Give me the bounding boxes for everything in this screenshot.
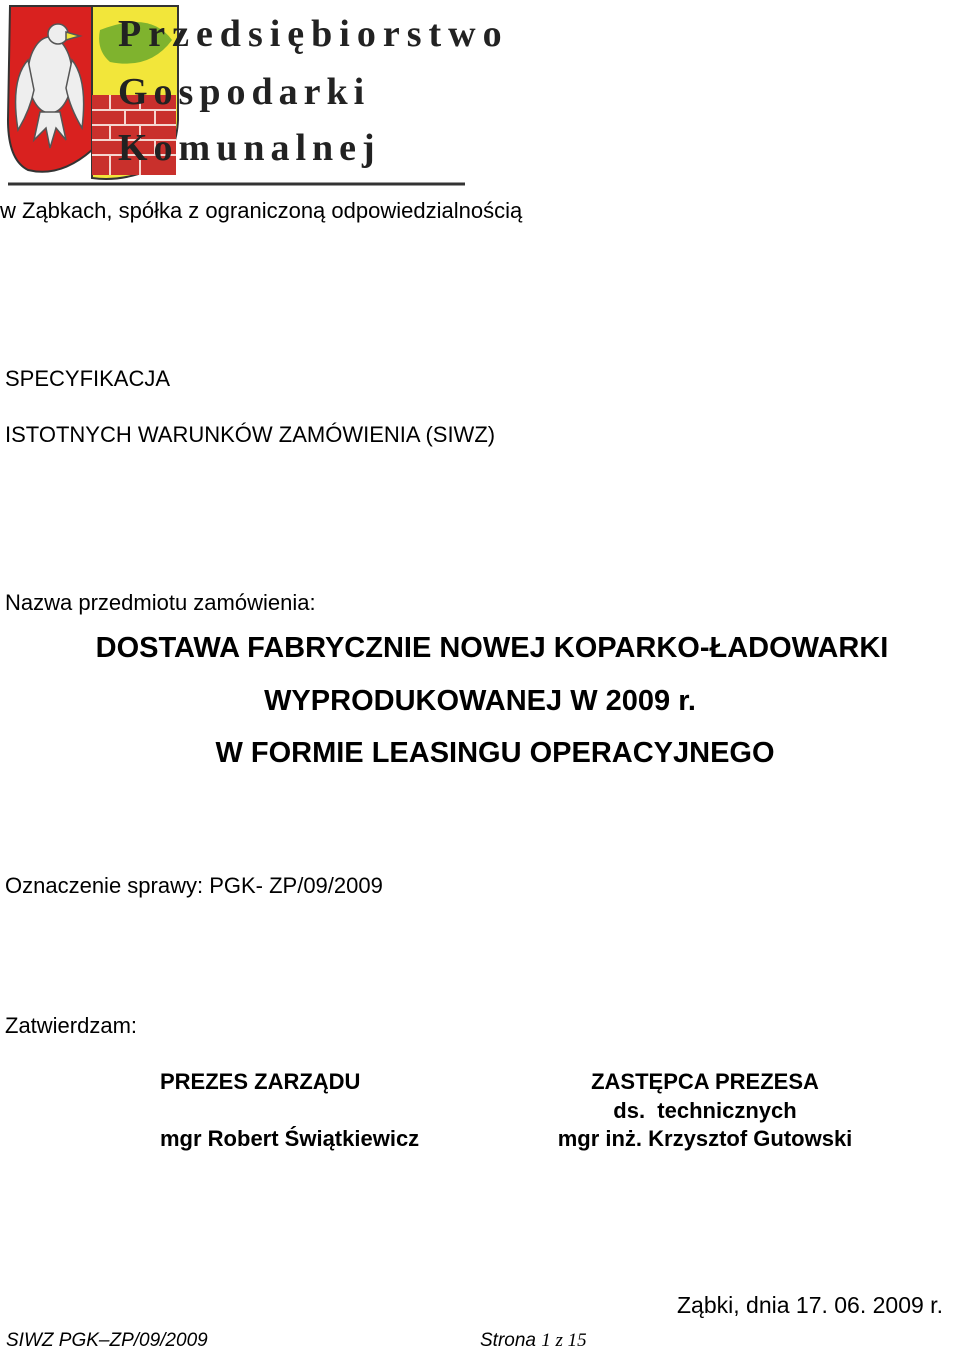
signatory-left-role: PREZES ZARZĄDU [160, 1069, 361, 1094]
logo-line-2: Gospodarki [118, 71, 371, 113]
page-of: z [550, 1330, 568, 1351]
subject-title-line-3: W FORMIE LEASINGU OPERACYJNEGO [215, 737, 775, 769]
logo-line-3: Komunalnej [118, 127, 381, 169]
company-logo [0, 0, 509, 188]
subject-title-line-2: WYPRODUKOWANEJ W 2009 r. [264, 685, 696, 717]
footer-page-number [480, 1330, 587, 1352]
place-date: Ząbki, dnia 17. 06. 2009 r. [677, 1292, 943, 1318]
spec-title-line-1: SPECYFIKACJA [5, 366, 171, 391]
page-current: 1 [541, 1330, 551, 1351]
signatory-right-role: ZASTĘPCA PREZESA [591, 1069, 819, 1094]
page-total: 15 [567, 1330, 587, 1351]
case-mark: Oznaczenie sprawy: PGK- ZP/09/2009 [5, 873, 383, 898]
spec-title-line-2: ISTOTNYCH WARUNKÓW ZAMÓWIENIA (SIWZ) [5, 422, 496, 447]
subject-title-line-1: DOSTAWA FABRYCZNIE NOWEJ KOPARKO-ŁADOWARKI [95, 632, 889, 664]
subject-label: Nazwa przedmiotu zamówienia: [5, 590, 316, 615]
footer-doc-ref: SIWZ PGK–ZP/09/2009 [6, 1330, 208, 1351]
logo-line-1: Przedsiębiorstwo [118, 13, 509, 55]
company-legal-line: w Ząbkach, spółka z ograniczoną odpowiedzialnością [0, 198, 523, 223]
signatory-left-name: mgr Robert Świątkiewicz [160, 1126, 420, 1151]
signatory-right-name: mgr inż. Krzysztof Gutowski [557, 1126, 853, 1151]
signatory-right-role-2: ds. technicznych [613, 1098, 797, 1123]
page-word: Strona [480, 1330, 542, 1351]
approve-label: Zatwierdzam: [5, 1013, 138, 1038]
